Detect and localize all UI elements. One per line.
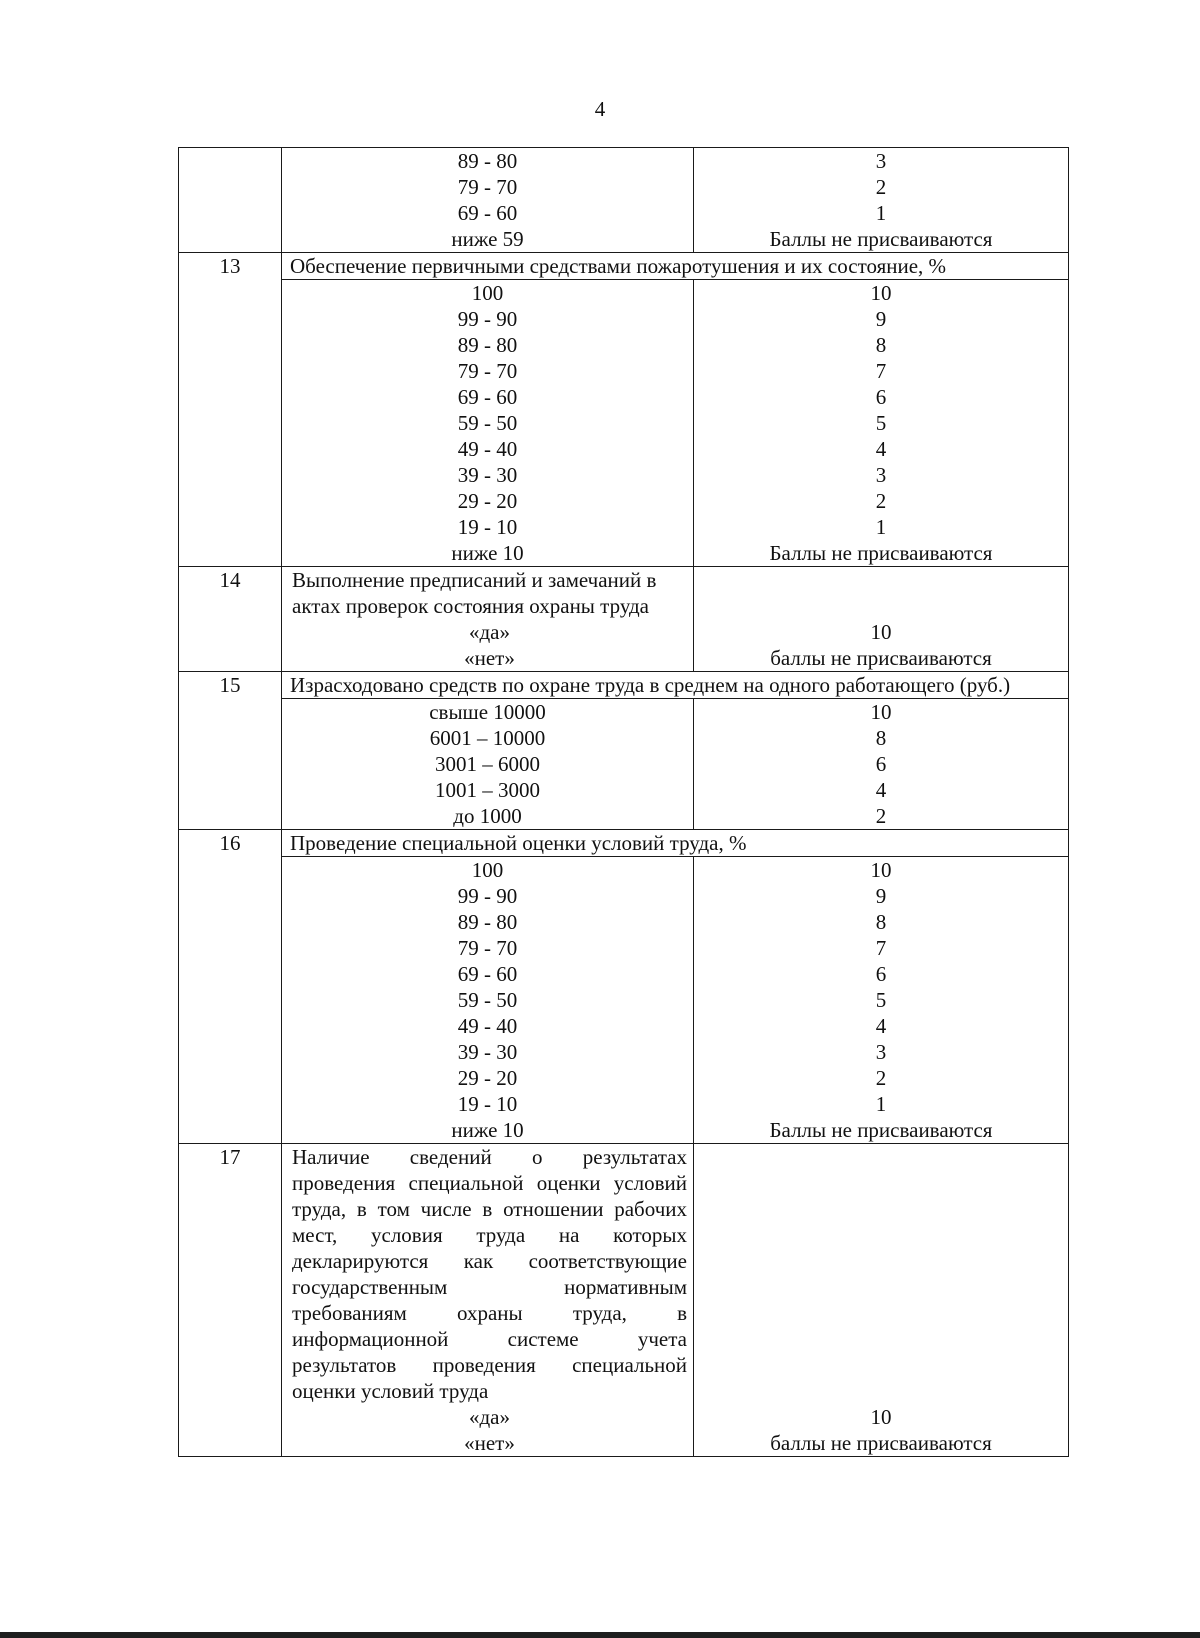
list-item: 4 [875, 778, 887, 802]
list-item: 3 [875, 1040, 887, 1064]
score-cell [694, 1144, 1069, 1457]
list-item: ниже 10 [451, 1118, 524, 1142]
page-number: 4 [594, 97, 606, 121]
list-item: 2 [875, 175, 887, 199]
list-item: 1 [875, 1092, 887, 1116]
list-item: 59 - 50 [457, 988, 518, 1012]
table-row [179, 830, 1069, 857]
list-item: 79 - 70 [457, 936, 518, 960]
range-list [282, 148, 694, 253]
list-item: 1 [875, 515, 887, 539]
list-item: 1001 – 3000 [435, 778, 540, 802]
list-item: 19 - 10 [457, 515, 518, 539]
score-list [694, 857, 1069, 1144]
list-item: Баллы не присваиваются [769, 541, 993, 565]
list-item: 99 - 90 [457, 884, 518, 908]
list-item: 2 [875, 804, 887, 828]
list-item: 10 [870, 858, 892, 882]
criterion-title: Проведение специальной оценки условий труда, % [282, 830, 1069, 857]
list-item: 6 [875, 752, 887, 776]
table-row [179, 857, 1069, 1144]
scan-edge [0, 1632, 1200, 1638]
list-item: ниже 10 [451, 541, 524, 565]
list-item: 49 - 40 [457, 437, 518, 461]
list-item: 49 - 40 [457, 1014, 518, 1038]
score-list [694, 280, 1069, 567]
row-number-cell [179, 148, 282, 253]
list-item: баллы не присваиваются [770, 1431, 992, 1455]
list-item: 69 - 60 [457, 962, 518, 986]
criterion-description: Наличие сведений о результатах проведения специальной оценки условий труда, в том числе в отношении рабочих мест, условия труда на которых декларируются как соответствующие государственным нормативным требованиям охраны труда, в информационной системе учета результатов проведения специальной оценки условий труда [292, 1145, 687, 1403]
table-row [179, 567, 1069, 672]
table-row [179, 1144, 1069, 1457]
criterion-cell [282, 1144, 694, 1457]
table-row [179, 253, 1069, 280]
criterion-description: Выполнение предписаний и замечаний в актах проверок состояния охраны труда [292, 568, 657, 618]
list-item: 9 [875, 307, 887, 331]
list-item: 2 [875, 1066, 887, 1090]
list-item: 3 [875, 149, 887, 173]
list-item: 9 [875, 884, 887, 908]
row-number: 16 [179, 830, 282, 1144]
list-item: 3 [875, 463, 887, 487]
list-item: 7 [875, 359, 887, 383]
list-item: 99 - 90 [457, 307, 518, 331]
list-item: 89 - 80 [457, 149, 518, 173]
list-item: 4 [875, 1014, 887, 1038]
score-list [694, 619, 1068, 671]
list-item: 8 [875, 726, 887, 750]
option-list [292, 619, 687, 671]
list-item: 10 [870, 281, 892, 305]
list-item: 10 [870, 620, 892, 644]
list-item: 79 - 70 [457, 175, 518, 199]
list-item: 6 [875, 385, 887, 409]
score-list [694, 1404, 1068, 1456]
range-list [282, 857, 694, 1144]
list-item: 69 - 60 [457, 201, 518, 225]
criterion-title: Израсходовано средств по охране труда в среднем на одного работающего (руб.) [282, 672, 1069, 699]
range-list [282, 699, 694, 830]
list-item: «да» [468, 1405, 510, 1429]
list-item: 89 - 80 [457, 333, 518, 357]
list-item: 1 [875, 201, 887, 225]
range-list [282, 280, 694, 567]
row-number: 15 [179, 672, 282, 830]
list-item: 29 - 20 [457, 489, 518, 513]
score-cell [694, 567, 1069, 672]
list-item: 8 [875, 333, 887, 357]
criterion-cell [282, 567, 694, 672]
row-number: 14 [179, 567, 282, 672]
list-item: 19 - 10 [457, 1092, 518, 1116]
list-item: 10 [870, 1405, 892, 1429]
list-item: 89 - 80 [457, 910, 518, 934]
list-item: 6 [875, 962, 887, 986]
list-item: 39 - 30 [457, 1040, 518, 1064]
score-list [694, 699, 1069, 830]
list-item: «нет» [464, 646, 515, 670]
list-item: 2 [875, 489, 887, 513]
list-item: 5 [875, 411, 887, 435]
list-item: Баллы не присваиваются [769, 227, 993, 251]
list-item: «да» [468, 620, 510, 644]
list-item: 5 [875, 988, 887, 1012]
list-item: «нет» [464, 1431, 515, 1455]
list-item: 79 - 70 [457, 359, 518, 383]
list-item: 69 - 60 [457, 385, 518, 409]
list-item: 8 [875, 910, 887, 934]
list-item: 100 [471, 281, 504, 305]
list-item: 7 [875, 936, 887, 960]
list-item: 29 - 20 [457, 1066, 518, 1090]
list-item: 100 [471, 858, 504, 882]
table-row [179, 148, 1069, 253]
criterion-title: Обеспечение первичными средствами пожаротушения и их состояние, % [282, 253, 1069, 280]
score-list [694, 148, 1069, 253]
list-item: ниже 59 [451, 227, 524, 251]
list-item: 10 [870, 700, 892, 724]
list-item: свыше 10000 [429, 700, 546, 724]
list-item: 59 - 50 [457, 411, 518, 435]
scoring-table [178, 147, 1069, 1457]
option-list [292, 1404, 687, 1456]
list-item: баллы не присваиваются [770, 646, 992, 670]
table-row [179, 280, 1069, 567]
list-item: 39 - 30 [457, 463, 518, 487]
list-item: до 1000 [453, 804, 522, 828]
table-row [179, 672, 1069, 699]
list-item: Баллы не присваиваются [769, 1118, 993, 1142]
list-item: 3001 – 6000 [435, 752, 540, 776]
list-item: 6001 – 10000 [429, 726, 546, 750]
table-row [179, 699, 1069, 830]
row-number: 13 [179, 253, 282, 567]
row-number: 17 [179, 1144, 282, 1457]
list-item: 4 [875, 437, 887, 461]
